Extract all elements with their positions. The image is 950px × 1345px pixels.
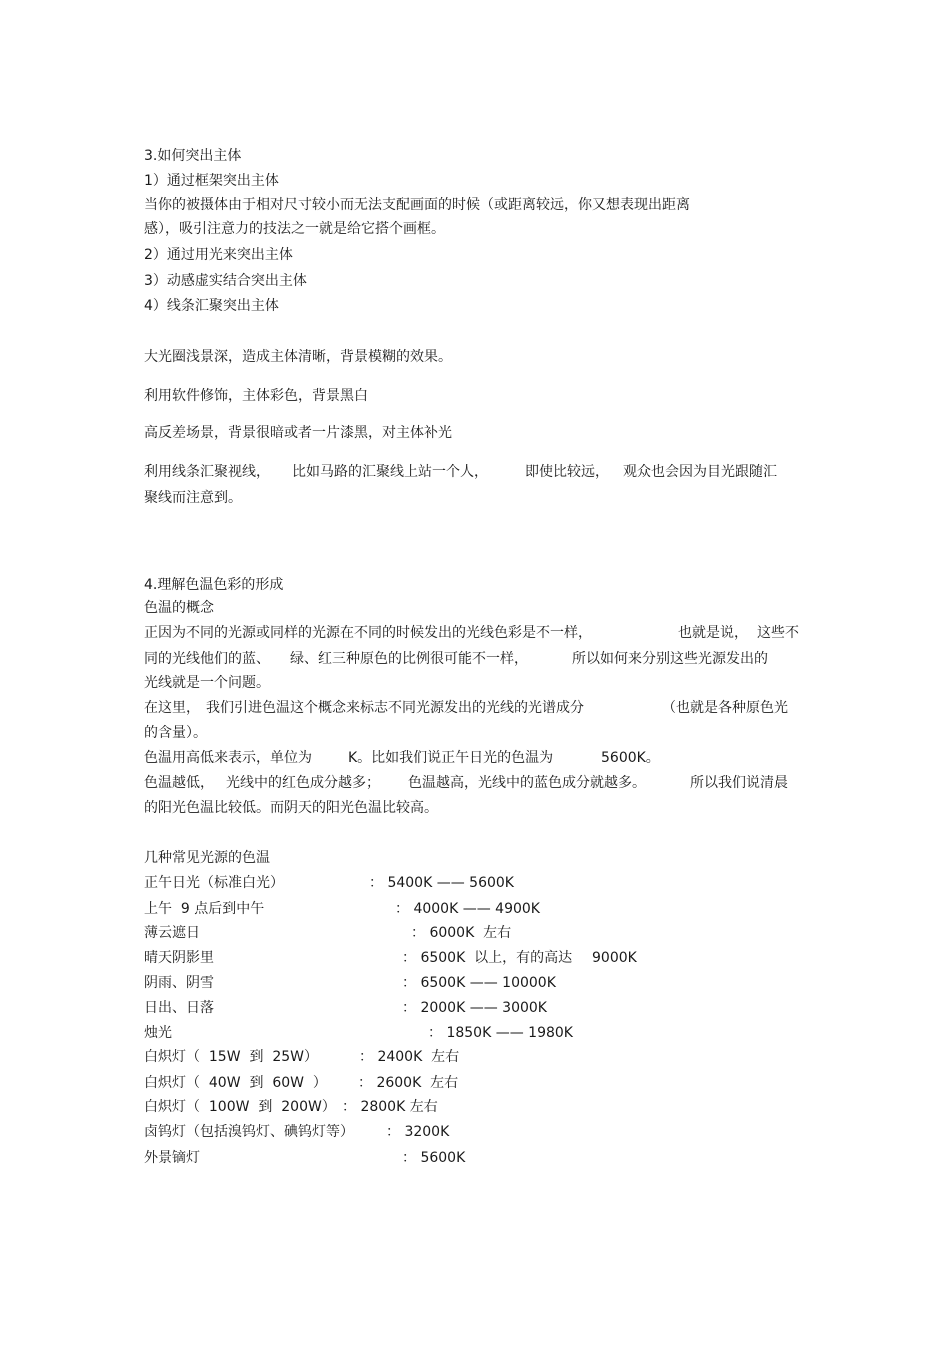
light-source-value: ： 5400K —— 5600K [369, 875, 514, 891]
light-source-name: 日出、日落 [144, 1000, 214, 1016]
section4-p2-line1 [0, 699, 950, 717]
light-source-value: ： 6500K 以上，有的高达 [402, 950, 573, 966]
section3-item4: 4）线条汇聚突出主体 [144, 298, 279, 314]
p1-segment: 正因为不同的光源或同样的光源在不同的时候发出的光线色彩是不一样， [144, 625, 592, 641]
p4-segment: 色温越低， [144, 775, 214, 791]
section4-p1-line2 [0, 650, 950, 668]
light-source-value: ： 6500K —— 10000K [402, 975, 556, 991]
p1-segment: 也就是说， [678, 625, 748, 641]
section4-p4-line1 [0, 774, 950, 792]
p1-segment: 绿、红三种原色的比例很可能不一样， [290, 651, 528, 667]
light-source-row [0, 1024, 950, 1042]
note4-segment: 观众也会因为目光跟随汇 [623, 464, 777, 480]
section4-p1-line1 [0, 624, 950, 642]
section4-p2-line2: 的含量）。 [144, 725, 207, 741]
light-source-row [0, 874, 950, 892]
section3-item1-desc-line2: 感），吸引注意力的技法之一就是给它搭个画框。 [144, 221, 445, 237]
light-source-name: 阴雨、阴雪 [144, 975, 214, 991]
section3-item1-desc-line1: 当你的被摄体由于相对尺寸较小而无法支配画面的时候（或距离较远，你又想表现出距离 [144, 197, 690, 213]
light-source-name: 外景镝灯 [144, 1150, 200, 1166]
p1-segment: 同的光线他们的蓝、 [144, 651, 270, 667]
p3-segment: K。比如我们说正午日光的色温为 [348, 750, 554, 766]
note4-segment: 即使比较远， [525, 464, 609, 480]
light-source-name: 晴天阴影里 [144, 950, 214, 966]
p3-segment: 色温用高低来表示，单位为 [144, 750, 312, 766]
light-source-name: 白炽灯（ 100W 到 200W） [144, 1099, 336, 1115]
light-source-value: ： 3200K [386, 1124, 450, 1140]
section4-subtitle: 色温的概念 [144, 600, 214, 616]
section3-title: 3.如何突出主体 [144, 148, 242, 164]
section4-p1-line3: 光线就是一个问题。 [144, 675, 270, 691]
light-source-row [0, 1149, 950, 1167]
light-source-row [0, 999, 950, 1017]
section3-note1: 大光圈浅景深，造成主体清晰，背景模糊的效果。 [144, 349, 452, 365]
section3-item3: 3）动感虚实结合突出主体 [144, 273, 307, 289]
light-source-row [0, 1074, 950, 1092]
light-source-row [0, 900, 950, 918]
p2-segment: （也就是各种原色光 [662, 700, 788, 716]
light-source-value: ： 1850K —— 1980K [428, 1025, 573, 1041]
light-source-value: ： 2000K —— 3000K [402, 1000, 547, 1016]
note4-segment: 比如马路的汇聚线上站一个人， [292, 464, 488, 480]
light-source-row [0, 924, 950, 942]
light-source-value: ： 4000K —— 4900K [395, 901, 540, 917]
section4-title: 4.理解色温色彩的形成 [144, 577, 284, 593]
note4-segment: 利用线条汇聚视线， [144, 464, 270, 480]
light-source-value: ： 2400K 左右 [359, 1049, 460, 1065]
light-source-row [0, 974, 950, 992]
p4-segment: 色温越高，光线中的蓝色成分就越多。 [408, 775, 646, 791]
light-source-name: 白炽灯（ 40W 到 60W ） [144, 1075, 327, 1091]
p4-segment: 光线中的红色成分越多； [226, 775, 380, 791]
section4-p4-line2: 的阳光色温比较低。而阴天的阳光色温比较高。 [144, 800, 438, 816]
p1-segment: 这些不 [757, 625, 799, 641]
p2-segment: 我们引进色温这个概念来标志不同光源发出的光线的光谱成分 [206, 700, 584, 716]
light-source-value: ： 2600K 左右 [358, 1075, 459, 1091]
light-source-row [0, 1098, 950, 1116]
light-source-value: ： 2800K 左右 [342, 1099, 438, 1115]
light-source-name: 卤钨灯（包括溴钨灯、碘钨灯等） [144, 1124, 354, 1140]
p4-segment: 所以我们说清晨 [690, 775, 788, 791]
light-source-extra: 9000K [592, 950, 637, 966]
section4-table-title: 几种常见光源的色温 [144, 850, 270, 866]
section3-item2: 2）通过用光来突出主体 [144, 247, 293, 263]
light-source-row [0, 949, 950, 967]
light-source-name: 上午 9 点后到中午 [144, 901, 265, 917]
p2-segment: 在这里， [144, 700, 200, 716]
light-source-name: 正午日光（标准白光） [144, 875, 284, 891]
section3-note3: 高反差场景，背景很暗或者一片漆黑，对主体补光 [144, 425, 452, 441]
light-source-row [0, 1123, 950, 1141]
section4-p3 [0, 749, 950, 767]
section3-note2: 利用软件修饰，主体彩色，背景黑白 [144, 388, 368, 404]
light-source-value: ： 6000K 左右 [411, 925, 512, 941]
section3-note4-line1 [0, 463, 950, 481]
light-source-name: 白炽灯（ 15W 到 25W） [144, 1049, 319, 1065]
light-source-name: 薄云遮日 [144, 925, 200, 941]
p3-segment: 5600K。 [601, 750, 660, 766]
p1-segment: 所以如何来分别这些光源发出的 [572, 651, 768, 667]
section3-note4-line2: 聚线而注意到。 [144, 490, 242, 506]
light-source-name: 烛光 [144, 1025, 172, 1041]
section3-item1: 1）通过框架突出主体 [144, 173, 279, 189]
light-source-value: ： 5600K [402, 1150, 466, 1166]
light-source-row [0, 1048, 950, 1066]
